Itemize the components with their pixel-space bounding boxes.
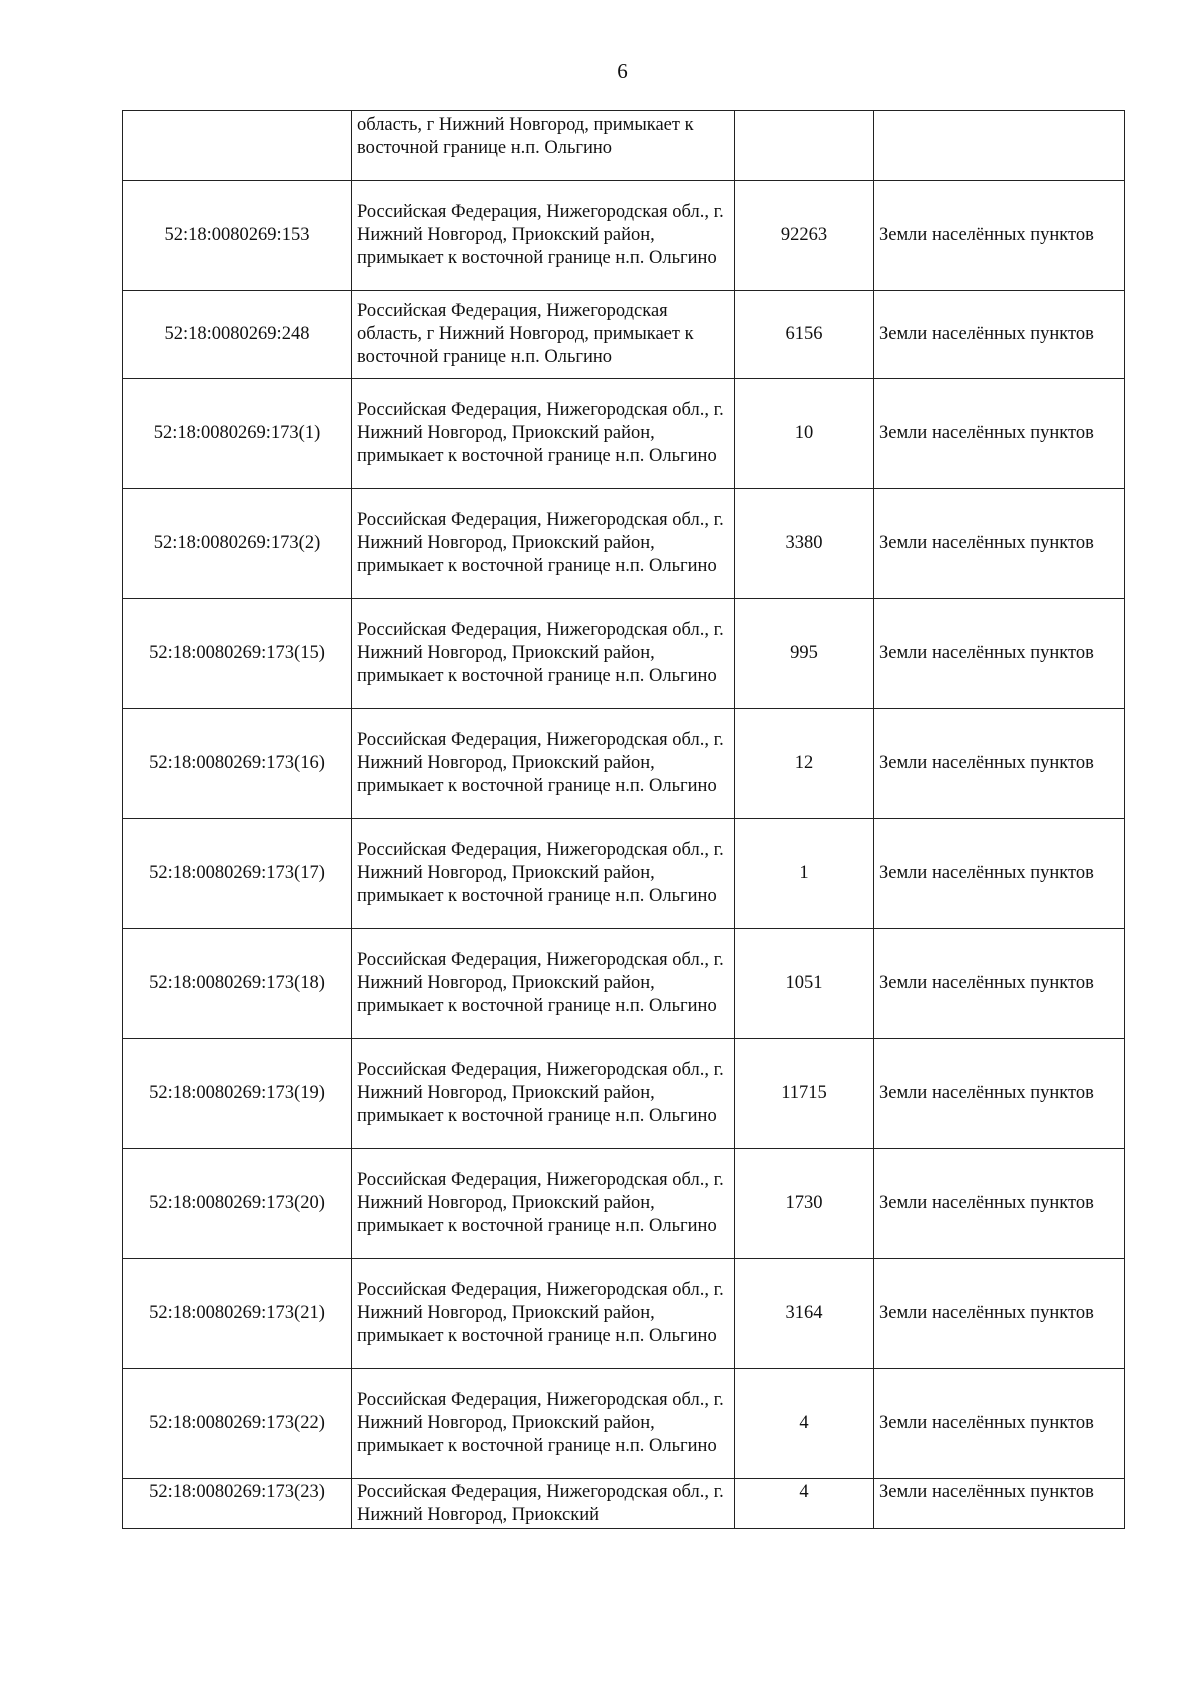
table-row: [123, 1259, 1125, 1369]
cadastral-number-cell: 52:18:0080269:173(2): [123, 489, 352, 599]
table-row: [123, 489, 1125, 599]
cadastral-number-cell: 52:18:0080269:153: [123, 181, 352, 291]
cadastral-number-cell: 52:18:0080269:173(19): [123, 1039, 352, 1149]
land-category-cell: Земли населённых пунктов: [874, 709, 1125, 819]
address-cell: Российская Федерация, Нижегородская обл., г. Нижний Новгород, Приокский район, примыкает к восточной границе н.п. Ольгино: [352, 1039, 735, 1149]
land-category-cell: Земли населённых пунктов: [874, 1149, 1125, 1259]
table-row: [123, 599, 1125, 709]
area-cell: 10: [735, 379, 874, 489]
area-cell: 12: [735, 709, 874, 819]
area-cell: 1: [735, 819, 874, 929]
land-category-cell: Земли населённых пунктов: [874, 929, 1125, 1039]
table-row: [123, 819, 1125, 929]
address-cell: Российская Федерация, Нижегородская обл., г. Нижний Новгород, Приокский район, примыкает к восточной границе н.п. Ольгино: [352, 379, 735, 489]
address-cell: Российская Федерация, Нижегородская обл., г. Нижний Новгород, Приокский район, примыкает к восточной границе н.п. Ольгино: [352, 1149, 735, 1259]
address-cell: Российская Федерация, Нижегородская обл., г. Нижний Новгород, Приокский район, примыкает к восточной границе н.п. Ольгино: [352, 599, 735, 709]
address-cell: Российская Федерация, Нижегородская обл., г. Нижний Новгород, Приокский район, примыкает к восточной границе н.п. Ольгино: [352, 489, 735, 599]
area-cell: 3164: [735, 1259, 874, 1369]
land-category-cell: Земли населённых пунктов: [874, 1039, 1125, 1149]
land-category-cell: [874, 111, 1125, 181]
land-category-cell: Земли населённых пунктов: [874, 181, 1125, 291]
cadastral-number-cell: [123, 111, 352, 181]
cadastral-number-cell: 52:18:0080269:173(23): [123, 1479, 352, 1529]
table-row: [123, 709, 1125, 819]
land-category-cell: Земли населённых пунктов: [874, 599, 1125, 709]
land-category-cell: Земли населённых пунктов: [874, 489, 1125, 599]
address-cell: Российская Федерация, Нижегородская обл., г. Нижний Новгород, Приокский район, примыкает к восточной границе н.п. Ольгино: [352, 929, 735, 1039]
cadastral-number-cell: 52:18:0080269:173(21): [123, 1259, 352, 1369]
address-cell: Российская Федерация, Нижегородская обл., г. Нижний Новгород, Приокский район, примыкает к восточной границе н.п. Ольгино: [352, 1259, 735, 1369]
table-row: [123, 1149, 1125, 1259]
cadastral-number-cell: 52:18:0080269:173(18): [123, 929, 352, 1039]
address-cell: Российская Федерация, Нижегородская обл., г. Нижний Новгород, Приокский район, примыкает к восточной границе н.п. Ольгино: [352, 181, 735, 291]
cadastral-number-cell: 52:18:0080269:173(16): [123, 709, 352, 819]
area-cell: 1730: [735, 1149, 874, 1259]
area-cell: 92263: [735, 181, 874, 291]
cadastral-number-cell: 52:18:0080269:248: [123, 291, 352, 379]
table-row: [123, 1369, 1125, 1479]
area-cell: 4: [735, 1479, 874, 1529]
address-cell: Российская Федерация, Нижегородская обл., г. Нижний Новгород, Приокский район, примыкает к восточной границе н.п. Ольгино: [352, 709, 735, 819]
table-row: [123, 379, 1125, 489]
table-row: [123, 929, 1125, 1039]
area-cell: 995: [735, 599, 874, 709]
table-row: [123, 1479, 1125, 1529]
cadastral-number-cell: 52:18:0080269:173(20): [123, 1149, 352, 1259]
land-category-cell: Земли населённых пунктов: [874, 1369, 1125, 1479]
address-cell: Российская Федерация, Нижегородская обл., г. Нижний Новгород, Приокский район, примыкает к восточной границе н.п. Ольгино: [352, 1369, 735, 1479]
table-row: [123, 291, 1125, 379]
address-cell: Российская Федерация, Нижегородская область, г Нижний Новгород, примыкает к восточной границе н.п. Ольгино: [352, 291, 735, 379]
area-cell: 11715: [735, 1039, 874, 1149]
address-cell: Российская Федерация, Нижегородская обл., г. Нижний Новгород, Приокский район, примыкает к восточной границе н.п. Ольгино: [352, 819, 735, 929]
cadastral-number-cell: 52:18:0080269:173(15): [123, 599, 352, 709]
cadastral-number-cell: 52:18:0080269:173(17): [123, 819, 352, 929]
table-row: [123, 181, 1125, 291]
page-number: 6: [617, 59, 628, 83]
table-row: [123, 111, 1125, 181]
cadastral-number-cell: 52:18:0080269:173(22): [123, 1369, 352, 1479]
land-category-cell: Земли населённых пунктов: [874, 1479, 1125, 1529]
land-category-cell: Земли населённых пунктов: [874, 379, 1125, 489]
land-category-cell: Земли населённых пунктов: [874, 1259, 1125, 1369]
land-category-cell: Земли населённых пунктов: [874, 819, 1125, 929]
land-plots-table: [122, 110, 1125, 1529]
land-category-cell: Земли населённых пунктов: [874, 291, 1125, 379]
area-cell: 1051: [735, 929, 874, 1039]
address-cell: область, г Нижний Новгород, примыкает к восточной границе н.п. Ольгино: [352, 111, 735, 181]
area-cell: [735, 111, 874, 181]
area-cell: 3380: [735, 489, 874, 599]
table-row: [123, 1039, 1125, 1149]
address-cell: Российская Федерация, Нижегородская обл., г. Нижний Новгород, Приокский: [352, 1479, 735, 1529]
cadastral-number-cell: 52:18:0080269:173(1): [123, 379, 352, 489]
area-cell: 4: [735, 1369, 874, 1479]
area-cell: 6156: [735, 291, 874, 379]
